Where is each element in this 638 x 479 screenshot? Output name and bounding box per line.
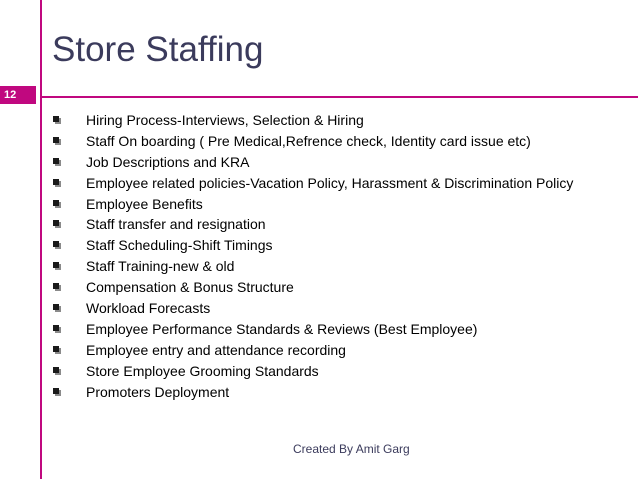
bullet-text: Staff transfer and resignation <box>86 216 266 233</box>
bullet-text: Employee entry and attendance recording <box>86 341 346 358</box>
list-item <box>50 384 580 400</box>
list-item <box>50 363 580 379</box>
list-item <box>50 112 580 128</box>
bullet-text: Staff On boarding ( Pre Medical,Refrence check, Identity card issue etc) <box>86 132 531 149</box>
list-item <box>50 196 580 212</box>
bullet-text: Hiring Process-Interviews, Selection & Hiring <box>86 112 364 128</box>
square-bullet-icon <box>53 116 59 122</box>
bullet-text: Promoters Deployment <box>86 383 230 400</box>
bullet-text: Compensation & Bonus Structure <box>86 279 294 296</box>
list-item <box>50 321 580 337</box>
list-item <box>50 175 580 191</box>
title-underline <box>40 96 638 98</box>
list-item <box>50 342 580 358</box>
vertical-accent-line <box>40 0 42 479</box>
square-bullet-icon <box>53 158 59 164</box>
list-item <box>50 237 580 253</box>
list-item <box>50 279 580 295</box>
bullet-text: Job Descriptions and KRA <box>86 153 250 170</box>
list-item <box>50 300 580 316</box>
square-bullet-icon <box>53 262 59 268</box>
bullet-text: Employee Performance Standards & Reviews (Best Employee) <box>86 320 478 337</box>
square-bullet-icon <box>53 179 59 185</box>
square-bullet-icon <box>53 325 59 331</box>
bullet-text: Employee related policies-Vacation Policy, Harassment & Discrimination Policy <box>86 174 574 191</box>
bullet-list <box>50 112 580 404</box>
slide-title: Store Staffing <box>52 30 264 69</box>
list-item <box>50 258 580 274</box>
bullet-text: Staff Training-new & old <box>86 258 235 275</box>
footer-credit: Created By Amit Garg <box>293 442 410 456</box>
square-bullet-icon <box>53 137 59 143</box>
bullet-text: Employee Benefits <box>86 195 203 212</box>
bullet-text: Workload Forecasts <box>86 300 211 317</box>
square-bullet-icon <box>53 367 59 373</box>
list-item <box>50 154 580 170</box>
bullet-text: Staff Scheduling-Shift Timings <box>86 237 273 254</box>
square-bullet-icon <box>53 241 59 247</box>
square-bullet-icon <box>53 220 59 226</box>
square-bullet-icon <box>53 388 59 394</box>
list-item <box>50 216 580 232</box>
square-bullet-icon <box>53 346 59 352</box>
square-bullet-icon <box>53 304 59 310</box>
slide-number-badge: 12 <box>0 86 36 104</box>
square-bullet-icon <box>53 283 59 289</box>
square-bullet-icon <box>53 200 59 206</box>
bullet-text: Store Employee Grooming Standards <box>86 362 319 379</box>
list-item <box>50 133 580 149</box>
